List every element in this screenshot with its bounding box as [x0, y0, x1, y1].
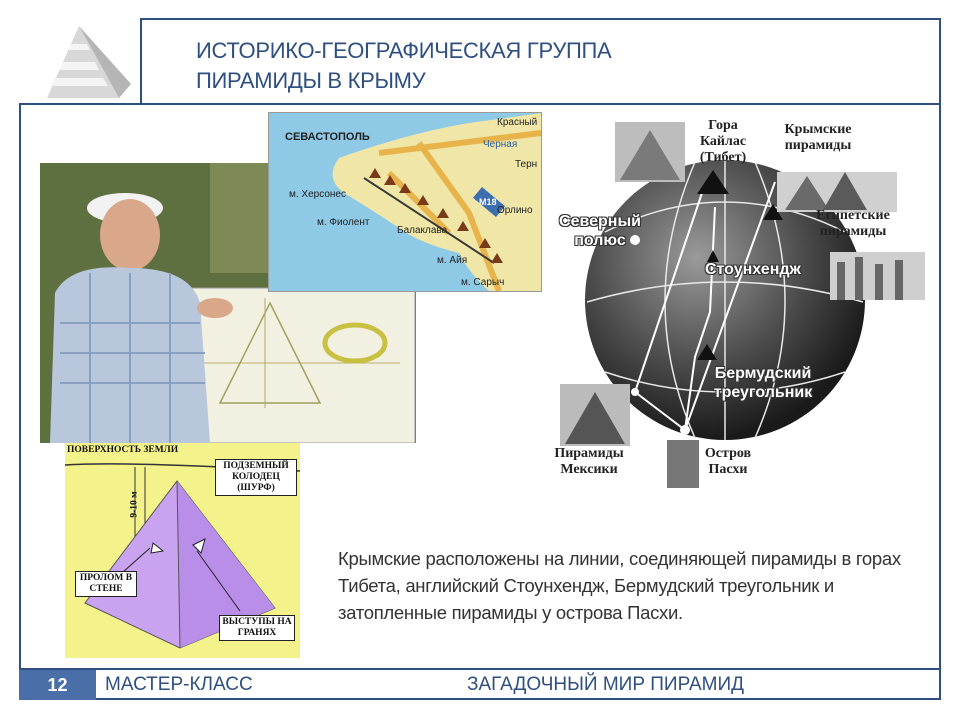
- label-crimean-pyramids: Крымские пирамиды: [784, 122, 852, 153]
- map-label-chersonesus: м. Херсонес: [289, 189, 346, 200]
- label-depth: 9-10 м: [129, 491, 140, 518]
- label-mexico-pyramids: Пирамиды Мексики: [554, 446, 624, 477]
- map-label-krasny: Красный: [497, 117, 538, 128]
- label-wall-breach: ПРОЛОМ В СТЕНЕ: [75, 571, 137, 597]
- map-label-sevastopol: СЕВАСТОПОЛЬ: [285, 131, 370, 143]
- label-face-ledges: ВЫСТУПЫ НА ГРАНЯХ: [219, 615, 295, 641]
- header-divider: [19, 103, 941, 105]
- label-bermuda: Бермудский треугольник: [713, 365, 813, 401]
- crimea-map: [268, 112, 542, 292]
- map-label-m18: М18: [479, 197, 497, 207]
- label-easter-island: Остров Пасхи: [704, 446, 752, 477]
- title-line-1: ИСТОРИКО-ГЕОГРАФИЧЕСКАЯ ГРУППА: [196, 38, 612, 63]
- footer-left-text: МАСТЕР-КЛАСС: [105, 674, 253, 695]
- caption-text: Крымские расположены на линии, соединяющей пирамиды в горах Тибета, английский Стоунхендж, Бермудский треугольник и затопленные пирамиды у острова Пасхи.: [338, 548, 901, 623]
- pyramid-logo-icon: [19, 18, 140, 103]
- globe-diagram: [545, 112, 935, 492]
- logo: [19, 18, 142, 105]
- footer-right-text: ЗАГАДОЧНЫЙ МИР ПИРАМИД: [467, 674, 745, 695]
- map-label-tern: Терн: [515, 159, 538, 170]
- pyramid-cross-section: [65, 443, 300, 658]
- footer: [19, 670, 941, 700]
- page-number: 12: [19, 670, 96, 700]
- map-label-fiolent: м. Фиолент: [317, 217, 370, 228]
- map-label-chernaya: Черная: [483, 139, 518, 150]
- map-label-orlino: Орлино: [497, 205, 533, 216]
- label-north-pole: Северный полюс: [559, 213, 641, 249]
- page-title: [196, 36, 611, 96]
- map-label-sarych: м. Сарыч: [461, 277, 505, 288]
- title-line-2: ПИРАМИДЫ В КРЫМУ: [196, 68, 426, 93]
- label-ground-surface: ПОВЕРХНОСТЬ ЗЕМЛИ: [67, 445, 179, 455]
- label-stonehenge: Стоунхендж: [705, 261, 801, 278]
- label-kailas: Гора Кайлас (Тибет): [699, 118, 747, 165]
- label-egyptian-pyramids: Египетские пирамиды: [816, 208, 890, 239]
- label-underground-well: ПОДЗЕМНЫЙ КОЛОДЕЦ (ШУРФ): [215, 459, 297, 496]
- map-label-balaklava: Балаклава: [397, 225, 448, 236]
- map-label-aya: м. Айя: [437, 255, 468, 266]
